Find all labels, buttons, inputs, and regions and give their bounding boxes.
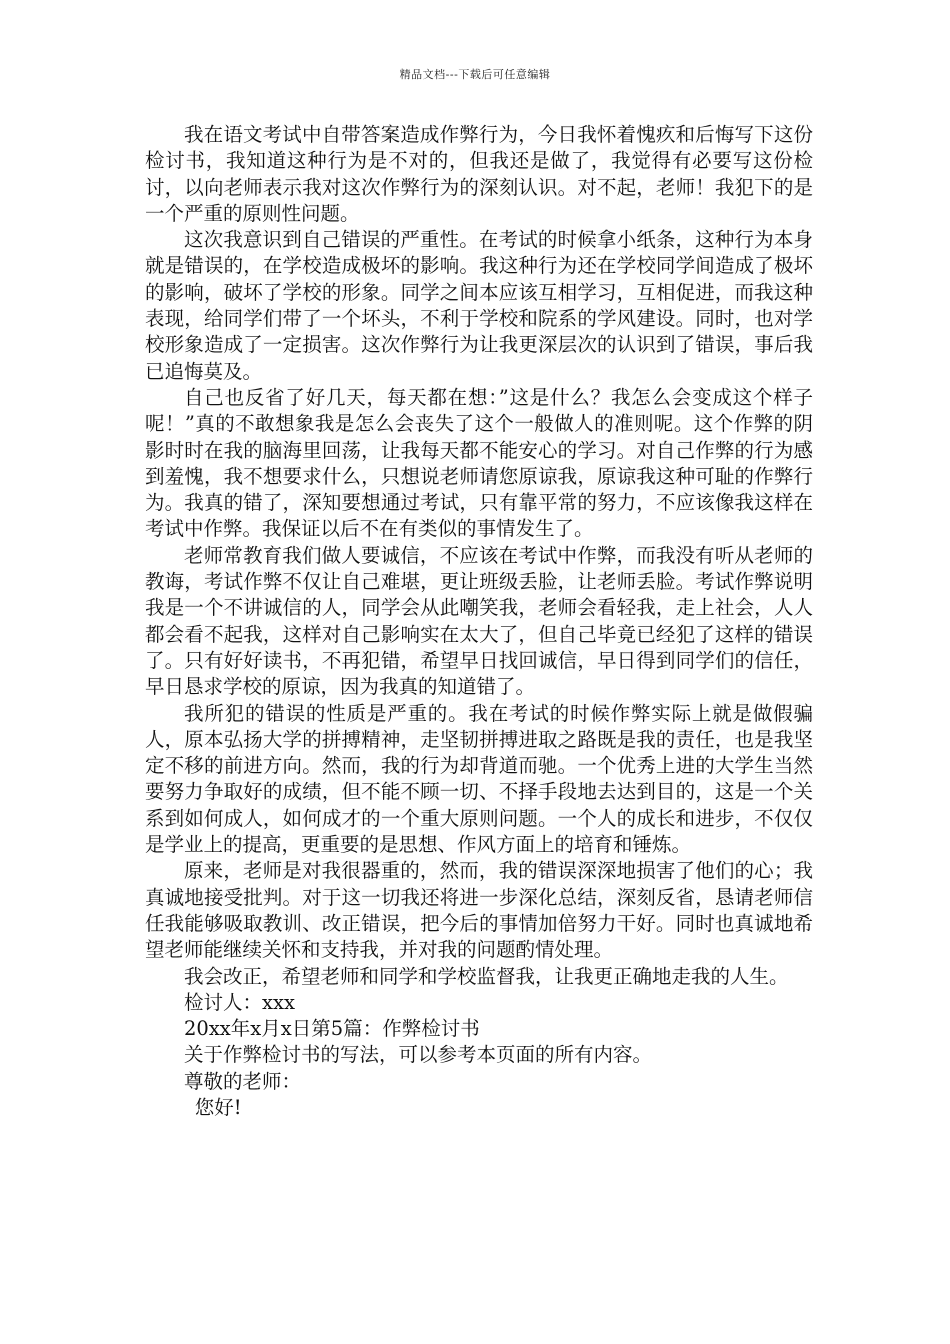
paragraph-1: 我在语文考试中自带答案造成作弊行为，今日我怀着愧疚和后悔写下这份检讨书，我知道这种行为是不对的，但我还是做了，我觉得有必要写这份检讨，以向老师表示我对这次作弊行为的深刻认识。对不起，老师！我犯下的是一个严重的原则性问题。 <box>145 123 813 225</box>
document-body <box>145 122 813 1121</box>
paragraph-4: 老师常教育我们做人要诚信，不应该在考试中作弊，而我没有听从老师的教诲，考试作弊不仅让自己难堪，更让班级丢脸，让老师丢脸。考试作弊说明我是一个不讲诚信的人，同学会从此嘲笑我，老师会看轻我，走上社会，人人都会看不起我，这样对自己影响实在太大了，但自己毕竟已经犯了这样的错误了。只有好好读书，不再犯错，希望早日找回诚信，早日得到同学们的信任，早日恳求学校的原谅，因为我真的知道错了。 <box>145 543 813 699</box>
salutation-line: 尊敬的老师： <box>184 1069 302 1093</box>
greeting-line: 您好! <box>194 1095 242 1119</box>
reference-note-line: 关于作弊检讨书的写法，可以参考本页面的所有内容。 <box>184 1043 653 1067</box>
date-title-line: 20xx年x月x日第5篇：作弊检讨书 <box>184 1017 480 1041</box>
page-header: 精品文档---下载后可任意编辑 <box>399 68 551 81</box>
paragraph-6: 原来，老师是对我很器重的，然而，我的错误深深地损害了他们的心；我真诚地接受批判。对于这一切我还将进一步深化总结，深刻反省，恳请老师信任我能够吸取教训、改正错误，把今后的事情加倍努力干好。同时也真诚地希望老师能继续关怀和支持我，并对我的问题酌情处理。 <box>145 859 813 962</box>
paragraph-2: 这次我意识到自己错误的严重性。在考试的时候拿小纸条，这种行为本身就是错误的，在学校造成极坏的影响。我这种行为还在学校同学间造成了极坏的影响，破坏了学校的形象。同学之间本应该互相学习，互相促进，而我这种表现，给同学们带了一个坏头，不利于学校和院系的学风建设。同时，也对学校形象造成了一定损害。这次作弊行为让我更深层次的认识到了错误，事后我已追悔莫及。 <box>145 228 813 383</box>
paragraph-3: 自己也反省了好几天，每天都在想：”这是什么？我怎么会变成这个样子呢！”真的不敢想象我是怎么会丧失了这个一般做人的准则呢。这个作弊的阴影时时在我的脑海里回荡，让我每天都不能安心的学习。对自己作弊的行为感到羞愧，我不想要求什么，只想说老师请您原谅我，原谅我这种可耻的作弊行为。我真的错了，深知要想通过考试，只有靠平常的努力，不应该像我这样在考试中作弊。我保证以后不在有类似的事情发生了。 <box>145 385 813 541</box>
signer-line: 检讨人：xxx <box>184 990 295 1014</box>
paragraph-7: 我会改正，希望老师和同学和学校监督我，让我更正确地走我的人生。 <box>184 964 789 988</box>
paragraph-5: 我所犯的错误的性质是严重的。我在考试的时候作弊实际上就是做假骗人，原本弘扬大学的拼搏精神，走坚韧拼搏进取之路既是我的责任，也是我坚定不移的前进方向。然而，我的行为却背道而驰。一个优秀上进的大学生当然要努力争取好的成绩，但不能不顾一切、不择手段地去达到目的，这是一个关系到如何成人，如何成才的一个重大原则问题。一个人的成长和进步，不仅仅是学业上的提高，更重要的是思想、作风方面上的培育和锤炼。 <box>145 701 813 857</box>
